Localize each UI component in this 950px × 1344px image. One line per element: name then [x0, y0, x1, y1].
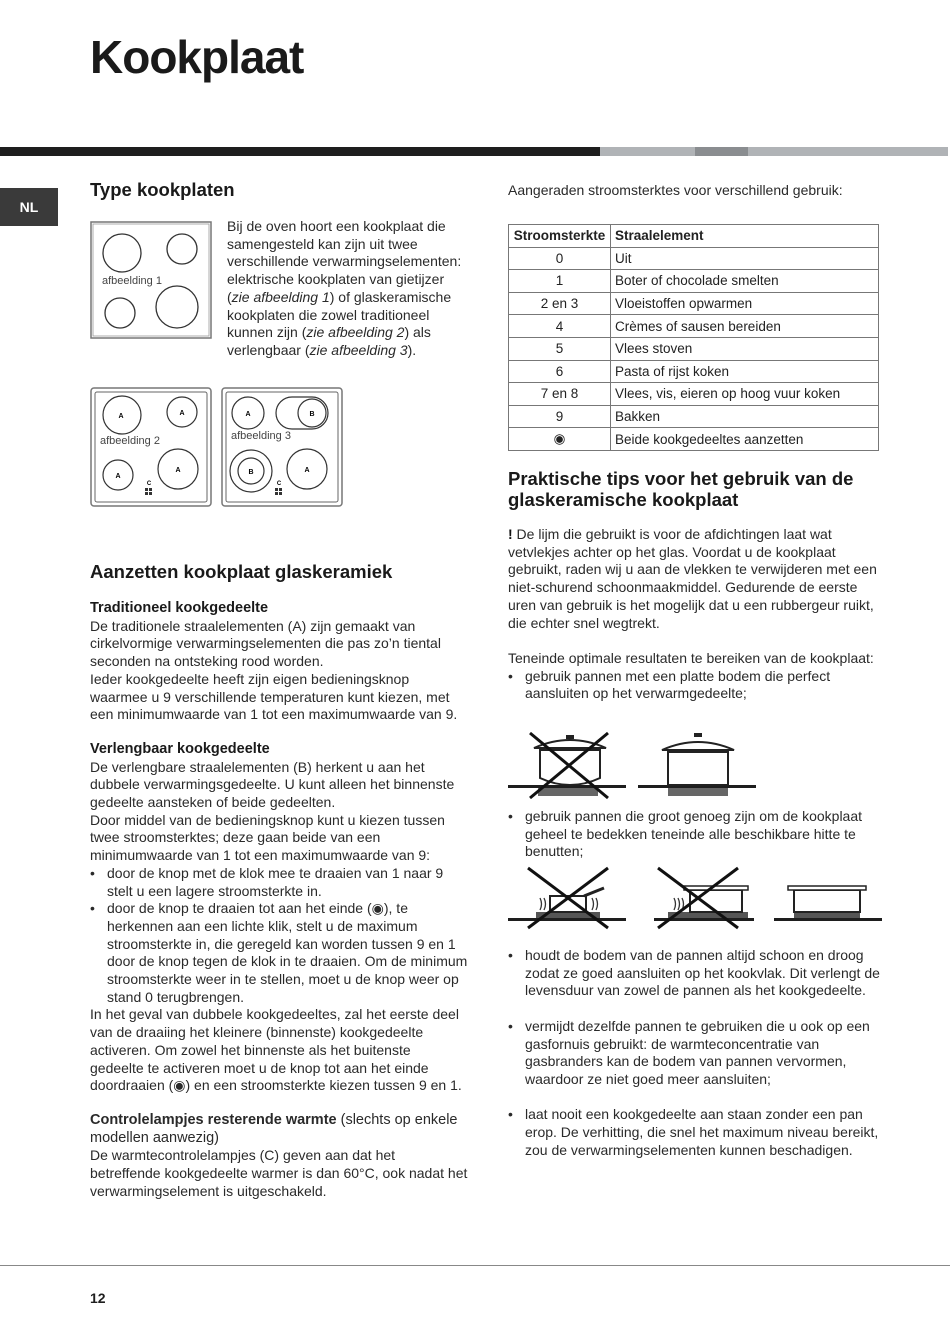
zone-a-label: A: [115, 473, 121, 480]
page-number: 12: [90, 1290, 106, 1306]
tip-bullet: • laat nooit een kookgedeelte aan staan zonder een pan erop. De verhitting, die snel het maximum niveau bereikt, zou de verwarmingselementen kunnen beschadigen.: [508, 1106, 883, 1159]
ctrl-paragraph: De warmtecontrolelampjes (C) geven aan dat het betreffende kookgedeelte warmer is dan 60°C, ook nadat het verwarmingselement is uitgeschakeld.: [90, 1147, 468, 1199]
header-bar: [0, 147, 600, 156]
table-row: 1 Boter of chocolade smelten: [509, 270, 879, 293]
table-row: 7 en 8 Vlees, vis, eieren op hoog vuur koken: [509, 383, 879, 406]
table-row: 6 Pasta of rijst koken: [509, 360, 879, 383]
table-row: 5 Vlees stoven: [509, 337, 879, 360]
language-tab: NL: [0, 188, 58, 226]
footer-rule: [0, 1265, 950, 1266]
table-intro: Aangeraden stroomsterktes voor verschillend gebruik:: [508, 182, 843, 198]
aanzetten-heading: Aanzetten kookplaat glaskeramiek: [90, 561, 393, 582]
warning-icon: !: [508, 526, 513, 542]
tip-bullets-bottom: [508, 947, 883, 1159]
double-zone-icon: ◉: [173, 1077, 186, 1094]
flat-bottom-pan-illustration: [508, 728, 768, 803]
tip-bullet: • gebruik pannen die groot genoeg zijn om de kookplaat geheel te bedekken teneinde alle beschikbare hitte te benutten;: [508, 808, 883, 861]
table-row: ◉ Beide kookgedeeltes aanzetten: [509, 428, 879, 451]
ctrl-heading: Controlelampjes resterende warmte (slechts op enkele modellen aanwezig): [90, 1111, 458, 1146]
zone-a-label: A: [179, 410, 185, 417]
zone-a-label: A: [175, 467, 181, 474]
power-table: [508, 224, 879, 451]
page-title: Kookplaat: [90, 31, 304, 83]
table-row: 4 Crèmes of sausen bereiden: [509, 315, 879, 338]
trad-paragraph: De traditionele straalelementen (A) zijn gemaakt van cirkelvormige verwarmingselementen die pas zo’n tiental seconden na ontsteking rood worden.: [90, 617, 441, 670]
table-header: Stroomsterkte: [509, 225, 611, 248]
header-bar-segment: [600, 147, 695, 156]
zone-a-label: A: [118, 413, 124, 420]
verl-paragraph: In het geval van dubbele kookgedeeltes, zal het eerste deel van de draaiing het kleinere (binnenste) kookgedeelte activeren. Om zowel het binnenste als het buitenste gedeelte te activeren moet u de knop tot aan het einde doordraaien (◉) en een stroomsterkte kiezen tussen 9 en 1.: [90, 1006, 462, 1094]
figure-2-label: afbeelding 2: [100, 435, 160, 447]
double-zone-icon: ◉: [371, 900, 384, 917]
figure-3-label: afbeelding 3: [231, 430, 291, 442]
table-row: 0 Uit: [509, 247, 879, 270]
zone-c-label: C: [276, 481, 282, 487]
tip-bullet: • vermijdt dezelfde pannen te gebruiken die u ook op een gasfornuis gebruikt: de warmteconcentratie van gasbranders kan de bodem van pannen vervormen, waardoor ze niet goed meer aansluiten;: [508, 1018, 883, 1089]
tips-warning: ! De lijm die gebruikt is voor de afdichtingen laat wat vetvlekjes achter op het glas. Voordat u de kookplaat gebruikt, raden wij u aan de vlekken te verwijderen met een niet-schurend schoonmaakmiddel. Gedurende de eerste uren van gebruik is het mogelijk dat u een rubbergeur ruikt, die echter snel wegtrekt.: [508, 526, 877, 631]
table-header-row: [509, 225, 879, 248]
header-bar-segment: [695, 147, 748, 156]
verl-heading: Verlengbaar kookgedeelte: [90, 740, 270, 757]
zone-b-label: B: [248, 469, 254, 476]
zone-a-label: A: [245, 411, 251, 418]
table-row: 9 Bakken: [509, 405, 879, 428]
zone-b-label: B: [309, 411, 315, 418]
tips-lead-block: [508, 650, 883, 703]
figure-3-extendable-hob: [221, 387, 343, 507]
figure-2-ceramic-hob: [90, 387, 212, 507]
tips-lead: Teneinde optimale resultaten te bereiken van de kookplaat:: [508, 650, 874, 666]
aanzetten-body: [90, 600, 468, 1201]
verl-bullet: • door de knop te draaien tot aan het einde (◉), te herkennen aan een lichte klik, stelt u de maximum stroomsterkte in, die geregeld kan worden tussen 9 en 1 door de knop tegen de klok in te draaien. Om de minimum stroomsterkte weer in te stellen, moet u de knop weer op stand 0 terugbrengen.: [90, 900, 468, 1006]
table-row: 2 en 3 Vloeistoffen opwarmen: [509, 292, 879, 315]
verl-paragraph: De verlengbare straalelementen (B) herkent u aan het dubbele verwarmingsgedeelte. U kunt alleen het binnenste gedeelte aansteken of beide gedeelten.: [90, 758, 455, 811]
tips-heading: Praktische tips voor het gebruik van de glaskeramische kookplaat: [508, 468, 854, 510]
type-heading: Type kookplaten: [90, 179, 235, 200]
header-bar-segment: [748, 147, 948, 156]
verl-bullet: • door de knop met de klok mee te draaien van 1 naar 9 stelt u een lagere stroomsterkte in.: [90, 865, 468, 900]
tip-bullet-block: [508, 808, 883, 861]
table-header: Straalelement: [611, 225, 879, 248]
tip-bullet: • houdt de bodem van de pannen altijd schoon en droog zodat ze goed aansluiten op het kookvlak. Dit verlengt de levensduur van zowel de pannen als het kookgedeelte.: [508, 947, 883, 1000]
trad-paragraph: Ieder kookgedeelte heeft zijn eigen bedieningsknop waarmee u 9 verschillende temperaturen kunt kiezen, met een minimumwaarde van 1 tot een maximumwaarde van 9.: [90, 670, 458, 723]
figure-1-label: afbeelding 1: [102, 275, 162, 287]
zone-c-label: C: [146, 481, 152, 487]
trad-heading: Traditioneel kookgedeelte: [90, 600, 269, 616]
pan-size-illustration: [508, 866, 883, 934]
tip-bullet: • gebruik pannen met een platte bodem die perfect aansluiten op het verwarmgedeelte;: [508, 668, 883, 703]
zone-a-label: A: [304, 467, 310, 474]
type-intro: Bij de oven hoort een kookplaat die samengesteld kan zijn uit twee verschillende verwarmingselementen: elektrische kookplaten van gietijzer (zie afbeelding 1) of glaskeramische kookplaten die zowel traditioneel kunnen zijn (zie afbeelding 2) als verlengbaar (zie afbeelding 3).: [227, 218, 462, 358]
verl-paragraph: Door middel van de bedieningsknop kunt u kiezen tussen twee stroomsterktes; deze gaan beide van een minimumwaarde van 1 tot een maximumwaarde van 9:: [90, 811, 445, 864]
